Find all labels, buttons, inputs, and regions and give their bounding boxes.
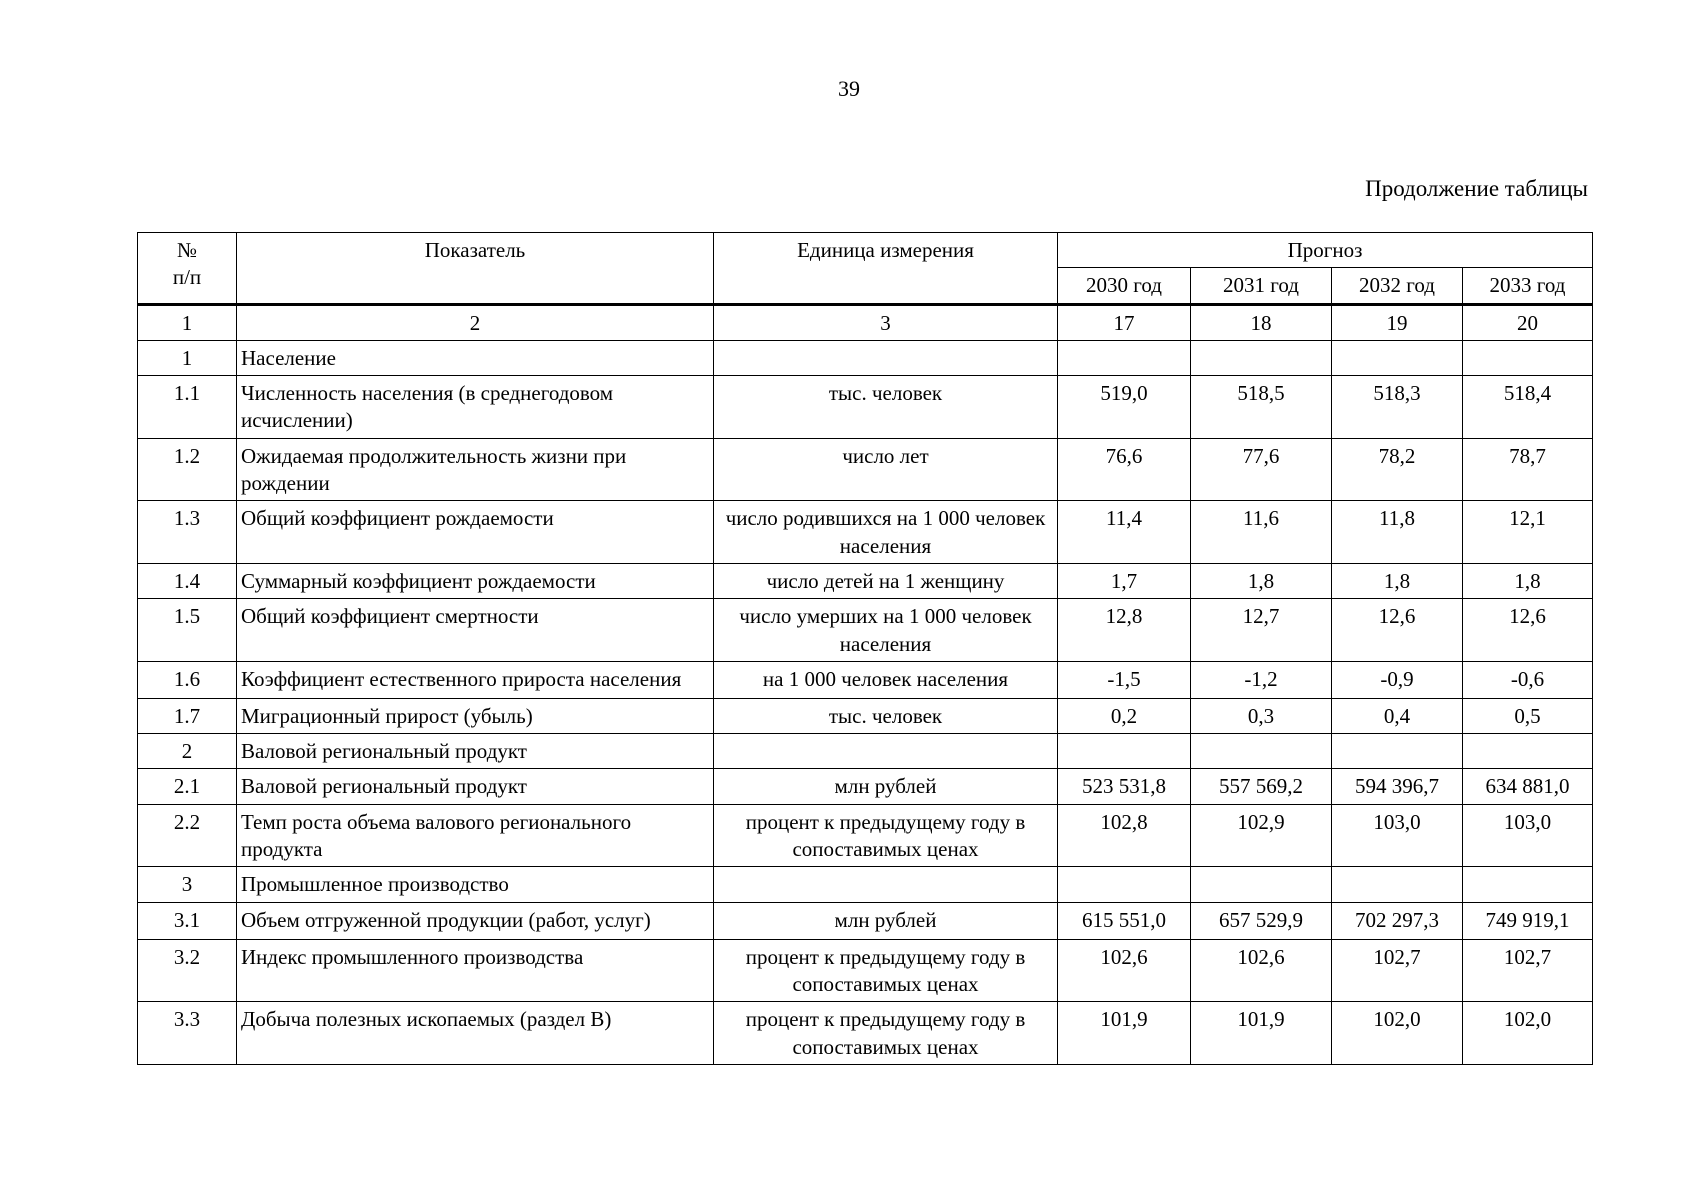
row-value-2030 [1058, 867, 1191, 902]
row-indicator: Суммарный коэффициент рождаемости [237, 563, 714, 598]
row-value-2033: 12,1 [1463, 501, 1593, 564]
forecast-table [137, 232, 1593, 1065]
row-unit [714, 867, 1058, 902]
row-indicator: Промышленное производство [237, 867, 714, 902]
row-number: 3.1 [138, 902, 237, 939]
row-value-2032: 594 396,7 [1332, 769, 1463, 804]
row-unit: число лет [714, 438, 1058, 501]
table-row [138, 376, 1593, 439]
row-value-2033 [1463, 734, 1593, 769]
row-number: 1.4 [138, 563, 237, 598]
row-value-2030: -1,5 [1058, 661, 1191, 698]
row-unit: процент к предыдущему году в сопоставимых ценах [714, 804, 1058, 867]
row-unit [714, 734, 1058, 769]
row-value-2031: 77,6 [1191, 438, 1332, 501]
row-value-2032: 103,0 [1332, 804, 1463, 867]
column-number: 1 [138, 304, 237, 340]
row-value-2033: 78,7 [1463, 438, 1593, 501]
header-year-2031: 2031 год [1191, 268, 1332, 304]
row-value-2031 [1191, 867, 1332, 902]
row-value-2032: 102,0 [1332, 1002, 1463, 1065]
row-value-2033: 518,4 [1463, 376, 1593, 439]
row-value-2033: 634 881,0 [1463, 769, 1593, 804]
continuation-label: Продолжение таблицы [1365, 176, 1588, 201]
row-value-2030: 12,8 [1058, 599, 1191, 662]
table-row [138, 340, 1593, 375]
row-unit: млн рублей [714, 769, 1058, 804]
row-indicator: Миграционный прирост (убыль) [237, 698, 714, 733]
header-year-2032: 2032 год [1332, 268, 1463, 304]
column-number: 19 [1332, 304, 1463, 340]
row-value-2032: 12,6 [1332, 599, 1463, 662]
header-unit: Единица измерения [714, 233, 1058, 305]
row-value-2030: 11,4 [1058, 501, 1191, 564]
row-indicator: Валовой региональный продукт [237, 769, 714, 804]
table-row [138, 501, 1593, 564]
row-value-2030: 0,2 [1058, 698, 1191, 733]
header-year-2030: 2030 год [1058, 268, 1191, 304]
table-row [138, 804, 1593, 867]
row-value-2033: 12,6 [1463, 599, 1593, 662]
table-row [138, 867, 1593, 902]
row-indicator: Объем отгруженной продукции (работ, услуг) [237, 902, 714, 939]
row-value-2030 [1058, 734, 1191, 769]
row-value-2030: 101,9 [1058, 1002, 1191, 1065]
row-value-2030: 523 531,8 [1058, 769, 1191, 804]
row-value-2032: 102,7 [1332, 939, 1463, 1002]
row-unit: процент к предыдущему году в сопоставимых ценах [714, 939, 1058, 1002]
row-value-2032: -0,9 [1332, 661, 1463, 698]
row-value-2033: 102,7 [1463, 939, 1593, 1002]
row-value-2030: 102,8 [1058, 804, 1191, 867]
row-value-2031: 102,6 [1191, 939, 1332, 1002]
row-value-2033: 102,0 [1463, 1002, 1593, 1065]
row-value-2032: 11,8 [1332, 501, 1463, 564]
row-number: 1.1 [138, 376, 237, 439]
row-indicator: Валовой региональный продукт [237, 734, 714, 769]
row-value-2032 [1332, 734, 1463, 769]
header-year-2033: 2033 год [1463, 268, 1593, 304]
table-row [138, 438, 1593, 501]
table-row [138, 1002, 1593, 1065]
row-unit: тыс. человек [714, 698, 1058, 733]
row-indicator: Ожидаемая продолжительность жизни при рождении [237, 438, 714, 501]
row-value-2031: -1,2 [1191, 661, 1332, 698]
row-number: 3.2 [138, 939, 237, 1002]
row-value-2031 [1191, 734, 1332, 769]
row-unit: тыс. человек [714, 376, 1058, 439]
table-row [138, 734, 1593, 769]
row-value-2031 [1191, 340, 1332, 375]
column-number: 20 [1463, 304, 1593, 340]
row-indicator: Темп роста объема валового регионального продукта [237, 804, 714, 867]
table-row [138, 939, 1593, 1002]
row-value-2033 [1463, 340, 1593, 375]
row-value-2033 [1463, 867, 1593, 902]
page-number: 39 [838, 76, 860, 101]
row-value-2033: 103,0 [1463, 804, 1593, 867]
row-unit: млн рублей [714, 902, 1058, 939]
row-value-2030: 1,7 [1058, 563, 1191, 598]
header-num: № п/п [138, 233, 237, 305]
column-number: 18 [1191, 304, 1332, 340]
header-indicator: Показатель [237, 233, 714, 305]
row-number: 2.2 [138, 804, 237, 867]
row-number: 1.3 [138, 501, 237, 564]
row-number: 1.7 [138, 698, 237, 733]
row-value-2032: 1,8 [1332, 563, 1463, 598]
row-value-2030: 102,6 [1058, 939, 1191, 1002]
row-number: 1 [138, 340, 237, 375]
row-value-2032: 78,2 [1332, 438, 1463, 501]
row-value-2032: 0,4 [1332, 698, 1463, 733]
row-unit [714, 340, 1058, 375]
row-indicator: Индекс промышленного производства [237, 939, 714, 1002]
row-number: 1.2 [138, 438, 237, 501]
row-value-2032 [1332, 340, 1463, 375]
row-unit: на 1 000 человек населения [714, 661, 1058, 698]
row-indicator: Коэффициент естественного прироста населения [237, 661, 714, 698]
header-forecast: Прогноз [1058, 233, 1593, 268]
column-number: 2 [237, 304, 714, 340]
row-unit: число родившихся на 1 000 человек населения [714, 501, 1058, 564]
row-unit: число детей на 1 женщину [714, 563, 1058, 598]
row-value-2031: 657 529,9 [1191, 902, 1332, 939]
column-number: 17 [1058, 304, 1191, 340]
table-row [138, 769, 1593, 804]
row-value-2030: 615 551,0 [1058, 902, 1191, 939]
row-value-2032: 518,3 [1332, 376, 1463, 439]
table-row [138, 902, 1593, 939]
row-value-2032 [1332, 867, 1463, 902]
row-value-2031: 518,5 [1191, 376, 1332, 439]
column-numbers-row [138, 304, 1593, 340]
row-value-2033: 0,5 [1463, 698, 1593, 733]
row-indicator: Численность населения (в среднегодовом исчислении) [237, 376, 714, 439]
table-row [138, 698, 1593, 733]
table-row [138, 563, 1593, 598]
row-value-2031: 11,6 [1191, 501, 1332, 564]
row-number: 1.5 [138, 599, 237, 662]
row-indicator: Добыча полезных ископаемых (раздел B) [237, 1002, 714, 1065]
row-value-2031: 101,9 [1191, 1002, 1332, 1065]
row-indicator: Население [237, 340, 714, 375]
row-indicator: Общий коэффициент рождаемости [237, 501, 714, 564]
column-number: 3 [714, 304, 1058, 340]
row-value-2031: 12,7 [1191, 599, 1332, 662]
row-value-2030: 519,0 [1058, 376, 1191, 439]
row-value-2033: -0,6 [1463, 661, 1593, 698]
row-value-2032: 702 297,3 [1332, 902, 1463, 939]
table-row [138, 661, 1593, 698]
row-value-2031: 1,8 [1191, 563, 1332, 598]
row-value-2031: 557 569,2 [1191, 769, 1332, 804]
row-value-2033: 1,8 [1463, 563, 1593, 598]
row-number: 2.1 [138, 769, 237, 804]
row-unit: число умерших на 1 000 человек населения [714, 599, 1058, 662]
row-number: 3.3 [138, 1002, 237, 1065]
table-row [138, 599, 1593, 662]
row-value-2031: 0,3 [1191, 698, 1332, 733]
row-value-2031: 102,9 [1191, 804, 1332, 867]
row-value-2033: 749 919,1 [1463, 902, 1593, 939]
row-indicator: Общий коэффициент смертности [237, 599, 714, 662]
row-number: 2 [138, 734, 237, 769]
row-number: 3 [138, 867, 237, 902]
row-value-2030: 76,6 [1058, 438, 1191, 501]
row-number: 1.6 [138, 661, 237, 698]
row-value-2030 [1058, 340, 1191, 375]
row-unit: процент к предыдущему году в сопоставимых ценах [714, 1002, 1058, 1065]
